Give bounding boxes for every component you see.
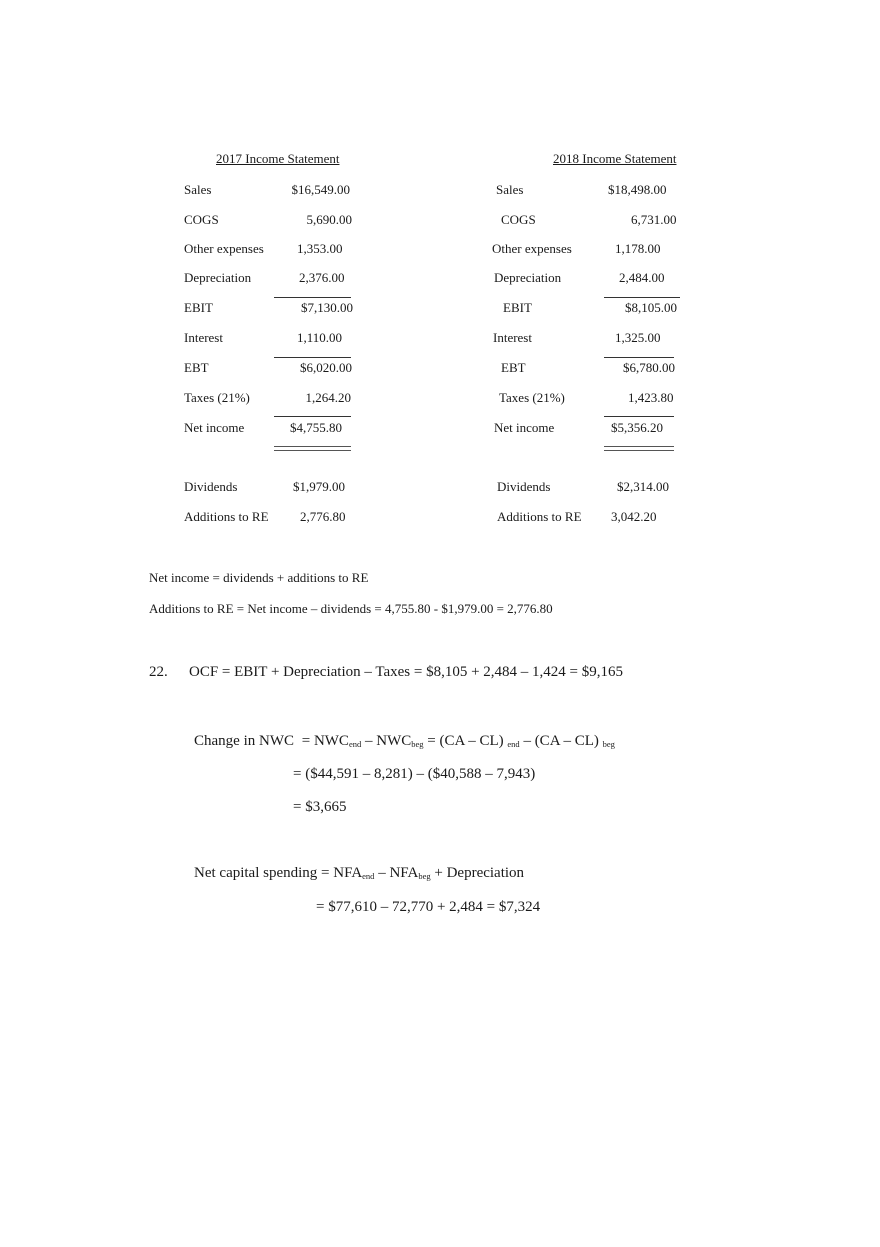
subtotal-rule: [274, 297, 351, 298]
row-label: Interest: [493, 330, 532, 345]
subscript-end: end: [507, 739, 520, 749]
row-value: 1,110.00: [297, 330, 343, 345]
row-label: Additions to RE: [497, 509, 582, 524]
row-value: 2,484.00: [619, 270, 665, 285]
ncs-equation: [194, 865, 524, 882]
row-value: $1,979.00: [293, 479, 345, 494]
row-label: Sales: [184, 182, 212, 197]
nwc-result: = $3,665: [293, 799, 347, 815]
nwc-label: Change in NWC: [194, 733, 294, 749]
subscript-beg: beg: [418, 871, 431, 881]
row-value: $6,020.00: [300, 360, 352, 375]
row-label: EBIT: [184, 300, 213, 315]
nwc-eq-part: – NWC: [361, 733, 412, 749]
row-label: Taxes (21%): [499, 390, 565, 405]
subscript-end: end: [362, 871, 375, 881]
row-label: Interest: [184, 330, 223, 345]
row-label: Net income: [494, 420, 555, 435]
subtotal-rule: [274, 357, 351, 358]
row-value: 1,178.00: [615, 241, 661, 256]
row-label: Net income: [184, 420, 245, 435]
ncs-part: – NFA: [374, 865, 419, 881]
row-value: $2,314.00: [617, 479, 669, 494]
row-label: Additions to RE: [184, 509, 269, 524]
nwc-eq-part: = NWC: [301, 733, 349, 749]
row-value: $18,498.00: [608, 182, 667, 197]
subtotal-rule: [604, 297, 680, 298]
subscript-end: end: [348, 739, 362, 749]
statement-title: 2018 Income Statement: [553, 151, 677, 166]
row-label: COGS: [184, 212, 219, 227]
ncs-part: + Depreciation: [430, 865, 525, 881]
subtotal-rule: [274, 416, 351, 417]
ocf-equation: OCF = EBIT + Depreciation – Taxes = $8,105 + 2,484 – 1,424 = $9,165: [189, 664, 623, 680]
row-label: Taxes (21%): [184, 390, 250, 405]
row-label: Dividends: [497, 479, 551, 494]
ncs-part: Net capital spending = NFA: [194, 865, 363, 881]
row-label: Depreciation: [184, 270, 252, 285]
nwc-eq-part: = (CA – CL): [423, 733, 504, 749]
row-value: 6,731.00: [631, 212, 677, 227]
row-value: 1,353.00: [297, 241, 343, 256]
row-value: $8,105.00: [625, 300, 677, 315]
row-value: 1,423.80: [628, 390, 674, 405]
row-label: EBIT: [503, 300, 532, 315]
statement-title: 2017 Income Statement: [216, 151, 340, 166]
double-underline: [604, 446, 674, 451]
row-value: $16,549.00: [291, 182, 350, 197]
problem-number: 22.: [149, 664, 168, 680]
net-income-identity: Net income = dividends + additions to RE: [149, 570, 369, 585]
row-value: $6,780.00: [623, 360, 675, 375]
row-value: $5,356.20: [611, 420, 663, 435]
row-label: Other expenses: [492, 241, 572, 256]
row-value: 2,376.00: [299, 270, 345, 285]
nwc-equation: [194, 733, 615, 750]
row-value: 2,776.80: [300, 509, 346, 524]
row-value: 1,264.20: [305, 390, 351, 405]
row-label: EBT: [501, 360, 526, 375]
row-label: EBT: [184, 360, 209, 375]
row-value: 5,690.00: [306, 212, 352, 227]
nwc-eq-part: – (CA – CL): [519, 733, 599, 749]
row-value: 3,042.20: [611, 509, 657, 524]
row-label: Depreciation: [494, 270, 562, 285]
row-label: Dividends: [184, 479, 238, 494]
row-value: $4,755.80: [290, 420, 342, 435]
subtotal-rule: [604, 357, 674, 358]
row-value: 1,325.00: [615, 330, 661, 345]
row-label: Sales: [496, 182, 524, 197]
subtotal-rule: [604, 416, 674, 417]
ncs-result: = $77,610 – 72,770 + 2,484 = $7,324: [316, 899, 541, 915]
additions-calculation: Additions to RE = Net income – dividends = 4,755.80 - $1,979.00 = 2,776.80: [149, 601, 553, 616]
subscript-beg: beg: [602, 739, 615, 749]
row-label: COGS: [501, 212, 536, 227]
row-value: $7,130.00: [301, 300, 353, 315]
double-underline: [274, 446, 351, 451]
subscript-beg: beg: [411, 739, 424, 749]
nwc-line-2: = ($44,591 – 8,281) – ($40,588 – 7,943): [293, 766, 536, 782]
row-label: Other expenses: [184, 241, 264, 256]
